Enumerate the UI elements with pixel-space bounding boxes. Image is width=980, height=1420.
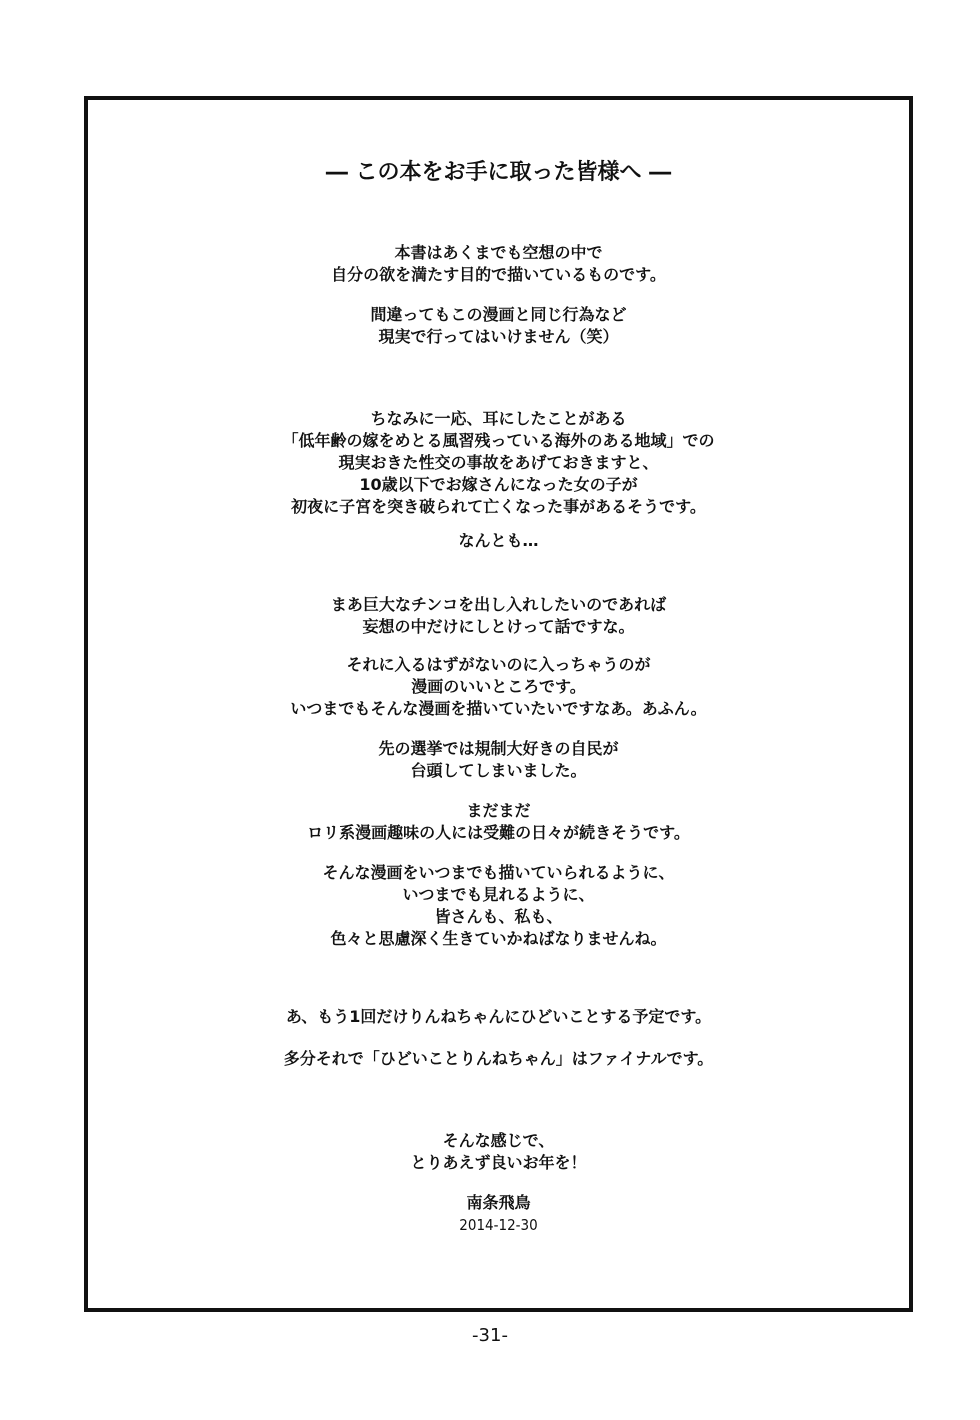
paragraph-6 — [88, 654, 909, 720]
paragraph-7 — [88, 738, 909, 782]
paragraph-10 — [88, 1006, 909, 1028]
text-line: まあ巨大なチンコを出し入れしたいのであれば — [330, 595, 667, 614]
text-line: 初夜に子宮を突き破られて亡くなった事があるそうです。 — [291, 497, 706, 516]
afterword-content — [88, 100, 909, 1308]
page-frame — [84, 96, 913, 1312]
text-line: 妄想の中だけにしとけって話ですな。 — [362, 617, 635, 636]
page-number: -31- — [472, 1325, 508, 1346]
paragraph-2 — [88, 304, 909, 348]
paragraph-8 — [88, 800, 909, 844]
text-line: まだまだ — [466, 801, 531, 820]
paragraph-3 — [88, 408, 909, 518]
paragraph-1 — [88, 242, 909, 286]
text-line: いつまでもそんな漫画を描いていたいですなあ。あふん。 — [290, 699, 707, 718]
page-title: ― この本をお手に取った皆様へ ― — [325, 160, 672, 185]
text-line: ロリ系漫画趣味の人には受難の日々が続きそうです。 — [307, 823, 690, 842]
text-line: ちなみに一応、耳にしたことがある — [370, 409, 627, 428]
text-line: 間違ってもこの漫画と同じ行為など — [370, 305, 627, 324]
text-line: あ、もう1回だけりんねちゃんにひどいことする予定です。 — [285, 1007, 712, 1026]
closing — [88, 1130, 909, 1174]
paragraph-5 — [88, 594, 909, 638]
text-line: 「低年齢の嫁をめとる風習残っている海外のある地域」での — [282, 431, 715, 450]
text-line: それに入るはずがないのに入っちゃうのが — [346, 655, 651, 674]
text-line: 多分それで「ひどいことりんねちゃん」はファイナルです。 — [283, 1049, 714, 1068]
text-line: そんな感じで、 — [442, 1131, 555, 1150]
signature — [88, 1192, 909, 1236]
text-line: 色々と思慮深く生きていかねばなりませんね。 — [330, 929, 667, 948]
text-line: いつまでも見れるように、 — [402, 885, 595, 904]
text-line: 台頭してしまいました。 — [410, 761, 587, 780]
text-line: 本書はあくまでも空想の中で — [394, 243, 603, 262]
text-line: 先の選挙では規制大好きの自民が — [378, 739, 619, 758]
text-line: 皆さんも、私も、 — [434, 907, 563, 926]
text-line: なんとも… — [458, 531, 539, 550]
date: 2014-12-30 — [459, 1216, 538, 1234]
text-line: 10歳以下でお嫁さんになった女の子が — [359, 475, 638, 494]
text-line: 現実で行ってはいけません（笑） — [378, 327, 619, 346]
text-line: そんな漫画をいつまでも描いていられるように、 — [322, 863, 675, 882]
paragraph-11 — [88, 1048, 909, 1070]
text-line: とりあえず良いお年を！ — [410, 1153, 587, 1172]
author-name: 南条飛鳥 — [466, 1193, 531, 1212]
text-line: 自分の欲を満たす目的で描いているものです。 — [331, 265, 666, 284]
text-line: 現実おきた性交の事故をあげておきますと、 — [338, 453, 659, 472]
text-line: 漫画のいいところです。 — [411, 677, 586, 696]
paragraph-4 — [88, 530, 909, 552]
paragraph-9 — [88, 862, 909, 950]
